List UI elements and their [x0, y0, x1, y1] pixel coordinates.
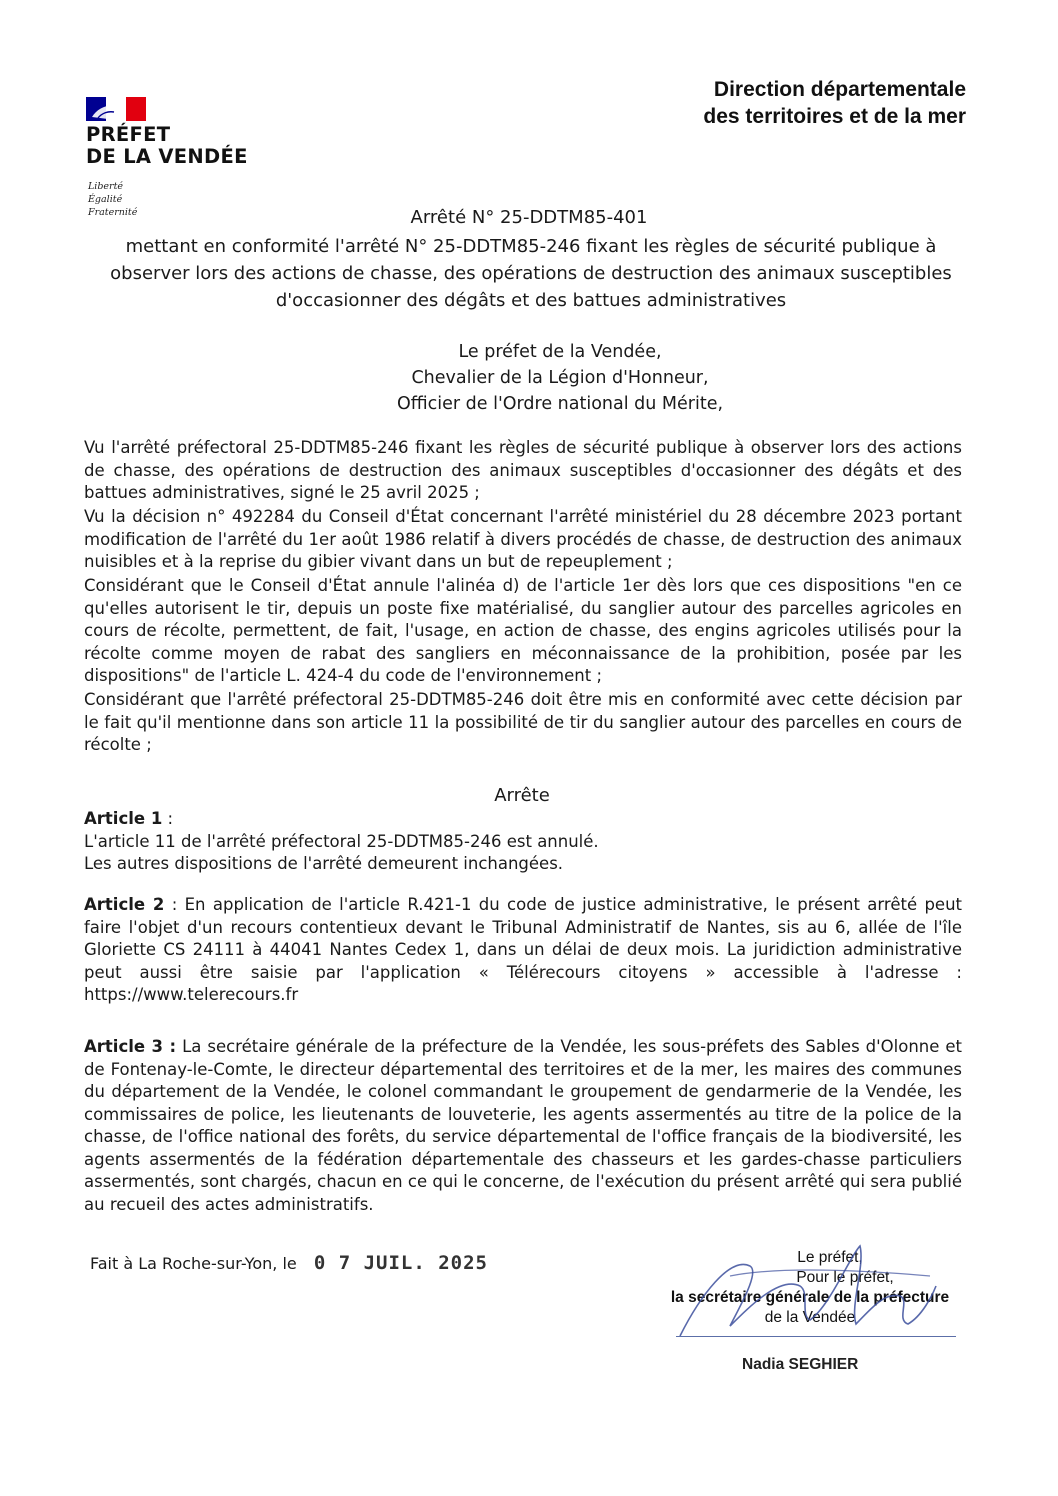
direction-heading — [703, 76, 966, 130]
article-2-label: Article 2 — [84, 895, 165, 914]
direction-line2: des territoires et de la mer — [703, 105, 966, 128]
article-1-sep: : — [162, 809, 174, 828]
article-1-line1: L'article 11 de l'arrêté préfectoral 25-DDTM85-246 est annulé. — [84, 831, 599, 851]
sig-secretaire-generale: la secrétaire générale de la préfecture — [670, 1289, 950, 1306]
prefecture-name-line2: DE LA VENDÉE — [86, 145, 248, 168]
prefet-line1: Le préfet de la Vendée, — [458, 342, 662, 362]
handwritten-signature — [660, 1236, 980, 1356]
arrete-number: Arrêté N° 25-DDTM85-401 — [410, 207, 648, 228]
place-and-date — [90, 1252, 488, 1274]
arrete-heading: Arrête — [494, 785, 550, 806]
article-3-label: Article 3 : — [84, 1037, 177, 1056]
article-1 — [84, 808, 962, 876]
considerant-annulation: Considérant que le Conseil d'État annule l'alinéa d) de l'article 1er dès lors que ces dispositions "en ce qu'elles autorisent le tir, depuis un poste fixe matérialisé, du sanglier autour des parcelles agricoles en cours de récolte, permettent, de fait, l'usage, en action de chasse, des engins agricoles utilisés pour la récolte comme moyen de rabat des sangliers en méconnaissance de la prohibition, posée par les dispositions" de l'article L. 424-4 du code de l'environnement ; — [84, 576, 962, 685]
prefet-titles — [300, 339, 820, 417]
vu-arrete-prefectoral: Vu l'arrêté préfectoral 25-DDTM85-246 fixant les règles de sécurité publique à observer lors des actions de chasse, des opérations de destruction des animaux susceptibles d'occasionner des dégâts et des battues administratives, signé le 25 avril 2025 ; — [84, 438, 962, 502]
article-2 — [84, 894, 962, 1007]
direction-line1: Direction départementale — [713, 78, 966, 101]
arrete-subject: mettant en conformité l'arrêté N° 25-DDTM85-246 fixant les règles de sécurité publique à observer lors des actions de chasse, des opérations de destruction des animaux susceptibles d'occasionner des dégâts et des battues administratives — [110, 236, 952, 311]
article-3 — [84, 1036, 962, 1216]
sig-de-la-vendee: de la Vendée — [764, 1309, 856, 1326]
sig-pour-le-prefet: Pour le préfet, — [796, 1269, 894, 1286]
article-3-text: La secrétaire générale de la préfecture de la Vendée, les sous-préfets des Sables d'Olonne et de Fontenay-le-Comte, le directeur départemental des territoires et de la mer, les maires des communes du département de la Vendée, le colonel commandant le groupement de gendarmerie de la Vendée, les commissaires de police, les lieutenants de louveterie, les agents assermentés au titre de la police de la chasse, de l'office national des forêts, du service départemental de l'office français de la biodiversité, les agents assermentés de la fédération départementale des chasseurs et les gardes-chasse particuliers assermentés, sont chargés, chacun en ce qui le concerne, de l'exécution du présent arrêté qui sera publié au recueil des actes administratifs. — [84, 1037, 962, 1214]
prefecture-name — [86, 124, 248, 168]
motto-egalite: Égalité — [88, 194, 123, 205]
article-2-text: : En application de l'article R.421-1 du code de justice administrative, le présent arrêté peut faire l'objet d'un recours contentieux devant le Tribunal Administratif de Nantes, sis au 6, allée de l'île Gloriette CS 24111 à 44041 Nantes Cedex 1, dans un délai de deux mois. La juridiction administrative peut aussi être saisie par l'application « Télérecours citoyens » accessible à l'adresse : https://www.telerecours.fr — [84, 895, 962, 1004]
signature-underline — [676, 1336, 956, 1337]
considerant-mise-en-conformite: Considérant que l'arrêté préfectoral 25-DDTM85-246 doit être mis en conformité avec cette décision par le fait qu'il mentionne dans son article 11 la possibilité de tir du sanglier autour des parcelles en cours de récolte ; — [84, 690, 962, 754]
signer-name: Nadia SEGHIER — [742, 1356, 859, 1373]
prefet-line2: Chevalier de la Légion d'Honneur, — [411, 368, 709, 388]
place-date-label: Fait à La Roche-sur-Yon, le — [90, 1254, 297, 1273]
motto-fraternite: Fraternité — [88, 207, 138, 218]
prefecture-name-line1: PRÉFET — [86, 123, 171, 146]
date-stamp: 0 7 JUIL. 2025 — [313, 1252, 488, 1274]
sig-le-prefet: Le préfet, — [797, 1249, 863, 1266]
vu-decision-conseil-etat: Vu la décision n° 492284 du Conseil d'État concernant l'arrêté ministériel du 28 décembre 2023 portant modification de l'arrêté du 1er août 1986 relatif à divers procédés de chasse, de destruction des animaux nuisibles et à la reprise du gibier vivant dans un but de repeuplement ; — [84, 507, 962, 571]
marianne-flag-logo — [86, 97, 146, 121]
prefet-line3: Officier de l'Ordre national du Mérite, — [396, 394, 724, 414]
motto-liberte: Liberté — [88, 181, 124, 192]
article-1-label: Article 1 — [84, 809, 163, 828]
article-1-line2: Les autres dispositions de l'arrêté demeurent inchangées. — [84, 854, 564, 873]
